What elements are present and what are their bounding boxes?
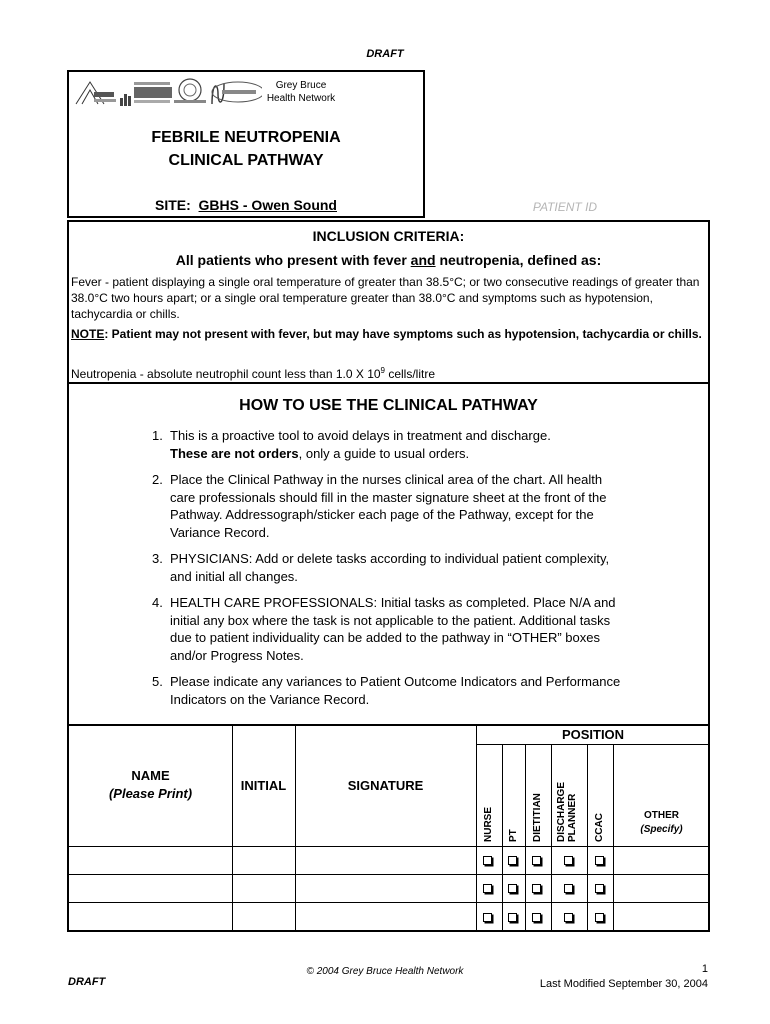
instruction-item [152,427,622,462]
col-line [232,726,233,930]
note-body: : Patient may not present with fever, but may have symptoms such as hypotension, tachycardia or chills. [104,327,702,341]
col-line [502,744,503,930]
inclusion-sub-pre: All patients who present with fever [175,252,411,268]
nurse-checkbox[interactable] [483,913,492,922]
note-label: NOTE [71,327,105,341]
inclusion-sub-and: and [410,252,436,268]
discharge-planner-checkbox[interactable] [564,913,573,922]
name-subheader: (Please Print) [108,786,193,801]
network-line-1: Grey Bruce [275,80,327,91]
pt-checkbox[interactable] [508,856,517,865]
ccac-checkbox[interactable] [595,884,604,893]
fever-definition: Fever - patient displaying a single oral temperature of greater than 38.5°C; or two consecutive readings of greater than 38.0°C two hours apart; or a single oral temperature greater than 38.0°C and symptoms such as hypotension, tachycardia or chills. [71,275,700,321]
step-1-text: This is a proactive tool to avoid delays in treatment and discharge. [170,428,551,443]
step-text: PHYSICIANS: Add or delete tasks according to individual patient complexity, and initial all changes. [170,551,610,584]
step-text [170,427,622,462]
nurse-header: NURSE [483,806,494,842]
step-1-bold: These are not orders [170,445,299,461]
inclusion-sub-post: neutropenia, defined as: [435,252,602,268]
signature-header: SIGNATURE [347,778,424,793]
neutro-post: cells/litre [385,367,436,381]
inclusion-title: INCLUSION CRITERIA: [312,228,465,244]
site-value: GBHS - Owen Sound [198,197,337,213]
draft-label-bottom: DRAFT [68,976,106,988]
col-line [613,744,614,930]
draft-label-top: DRAFT [366,48,404,60]
title-line-2: CLINICAL PATHWAY [168,152,324,169]
note-text [71,326,708,342]
instruction-item [152,471,622,541]
last-modified: Last Modified September 30, 2004 [539,978,708,990]
discharge-planner-checkbox[interactable] [564,884,573,893]
page-title [67,126,425,172]
neutropenia-definition [71,363,708,382]
ccac-checkbox[interactable] [595,856,604,865]
col-line [295,726,296,930]
ccac-header: CCAC [594,813,605,842]
signature-table [67,724,710,932]
step-number: 1. [152,428,163,443]
inclusion-subtitle [67,252,710,268]
discharge-line-1: DISCHARGE [556,781,567,842]
nurse-checkbox[interactable] [483,856,492,865]
pt-checkbox[interactable] [508,913,517,922]
dietitian-checkbox[interactable] [532,884,541,893]
step-text: Place the Clinical Pathway in the nurses clinical area of the chart. All health care professionals should fill in the master signature sheet at the front of the Pathway. Addressograph/sticker each page of the Pathway, except for the Variance Record. [170,472,607,540]
discharge-planner-header [556,782,578,842]
how-to-use-title: HOW TO USE THE CLINICAL PATHWAY [239,397,538,414]
step-number: 4. [152,595,163,610]
col-line [551,744,552,930]
step-text: Please indicate any variances to Patient Outcome Indicators and Performance Indicators on the Variance Record. [170,674,621,707]
position-header: POSITION [561,727,625,742]
step-number: 3. [152,551,163,566]
patient-id-placeholder: PATIENT ID [532,200,598,214]
page-number: 1 [701,963,708,975]
pt-header: PT [508,829,519,842]
pt-checkbox[interactable] [508,884,517,893]
organization-logos [72,76,262,108]
nurse-checkbox[interactable] [483,884,492,893]
neutro-pre: Neutropenia - absolute neutrophil count less than 1.0 X 10 [71,367,381,381]
discharge-planner-checkbox[interactable] [564,856,573,865]
name-header: NAME [131,768,170,783]
site-line [67,197,425,213]
dietitian-header: DIETITIAN [532,793,543,842]
title-line-1: FEBRILE NEUTROPENIA [151,129,341,146]
instruction-list [152,427,622,717]
other-header: OTHER [644,810,679,821]
col-line [525,744,526,930]
other-subheader: (Specify) [640,824,683,835]
site-label: SITE: [154,197,191,213]
instruction-item [152,594,622,664]
dietitian-checkbox[interactable] [532,856,541,865]
initial-header: INITIAL [240,778,287,793]
network-line-2: Health Network [266,93,336,104]
step-text: HEALTH CARE PROFESSIONALS: Initial tasks as completed. Place N/A and initial any box where the task is not applicable to the patient. Additional tasks due to patient individuality can be added to the pathway in “OTHER” boxes and/or Progress Notes. [170,595,616,663]
col-line [476,726,477,930]
step-1-tail: , only a guide to usual orders. [298,445,470,461]
discharge-line-2: PLANNER [567,793,578,842]
neutro-exponent: 9 [380,366,385,375]
step-number: 2. [152,472,163,487]
network-name [262,79,340,105]
step-number: 5. [152,674,163,689]
copyright: © 2004 Grey Bruce Health Network [306,966,464,977]
position-divider [476,744,710,745]
ccac-checkbox[interactable] [595,913,604,922]
instruction-item [152,673,622,708]
col-line [587,744,588,930]
instruction-item [152,550,622,585]
dietitian-checkbox[interactable] [532,913,541,922]
